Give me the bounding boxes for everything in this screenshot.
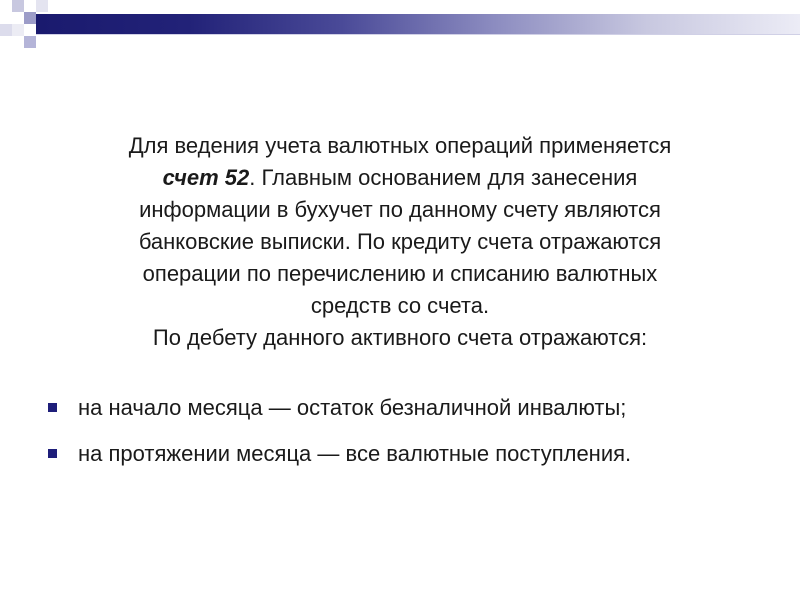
paragraph-line: Для ведения учета валютных операций применяется (128, 133, 672, 158)
header-band-divider (36, 34, 800, 35)
decor-square (24, 36, 36, 48)
header-band (36, 14, 800, 34)
decor-square (24, 12, 36, 24)
list-item (48, 438, 768, 470)
paragraph-line: средств со счета. (310, 293, 490, 318)
bullet-list (48, 392, 768, 484)
paragraph-line: По дебету данного активного счета отражаются: (152, 325, 648, 350)
list-item (48, 392, 768, 424)
bullet-text: на протяжении месяца — все валютные поступления. (78, 441, 632, 466)
square-bullet-icon (48, 403, 57, 412)
decor-square (12, 0, 24, 12)
account-number: счет 52 (162, 165, 250, 190)
paragraph-line: операции по перечислению и списанию валютных (142, 261, 658, 286)
bullet-text: на начало месяца — остаток безналичной инвалюты; (78, 395, 627, 420)
square-bullet-icon (48, 449, 57, 458)
decor-square (0, 24, 12, 36)
paragraph-line: информации в бухучет по данному счету являются (139, 197, 661, 222)
paragraph-line (40, 162, 760, 194)
paragraph-line-rest: . Главным основанием для занесения (249, 165, 638, 190)
main-paragraph (40, 130, 760, 354)
paragraph-line: банковские выписки. По кредиту счета отражаются (138, 229, 662, 254)
decor-square (36, 0, 48, 12)
decor-square (12, 24, 24, 36)
